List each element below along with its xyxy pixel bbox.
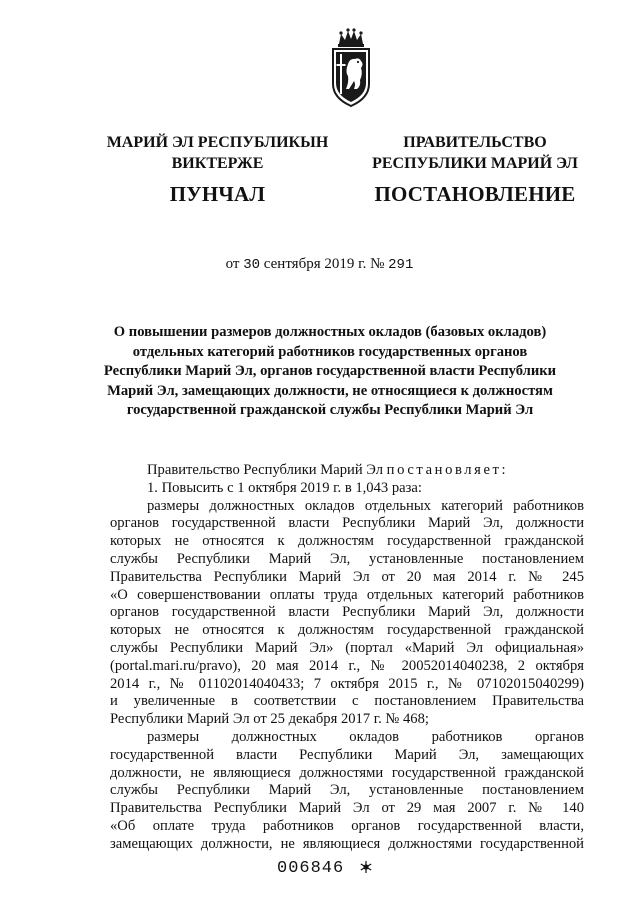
para2-line: службы Республики Марий Эл, установленные постановлением xyxy=(110,782,584,799)
para2-line: государственной власти Республики Марий Эл, замещающих xyxy=(110,746,584,763)
header-left-block xyxy=(100,132,335,207)
title-line: О повышении размеров должностных окладов (базовых окладов) xyxy=(113,324,547,340)
decree-number: 291 xyxy=(388,257,414,273)
para2-line: должности, не являющиеся должностями государственной гражданской xyxy=(110,764,584,781)
item-1: 1. Повысить с 1 октября 2019 г. в 1,043 раза: xyxy=(147,479,422,496)
title-line: Республики Марий Эл, органов государственной власти Республики xyxy=(103,363,557,379)
header-left-line2: ВИКТЕРЖЕ xyxy=(171,155,264,172)
para1-line: (portal.mari.ru/pravo), 20 мая 2014 г., № 20052014040238, 2 октября xyxy=(110,657,584,674)
header-right-line1: ПРАВИТЕЛЬСТВО xyxy=(403,134,547,151)
snowflake-mark-icon xyxy=(359,860,373,874)
title-line: Марий Эл, замещающих должности, не относящиеся к должностям xyxy=(107,382,553,399)
para1-line: органов государственной власти Республики Марий Эл, должности xyxy=(110,515,584,532)
para1-line: «О совершенствовании оплаты труда отдельных категорий работников xyxy=(110,586,584,603)
document-serial-number: 006846 xyxy=(277,859,345,878)
coat-of-arms-emblem xyxy=(330,26,372,108)
para1-line: Республики Марий Эл от 25 декабря 2017 г. № 468; xyxy=(110,711,429,728)
para2-line: замещающих должности, не являющиеся должностями государственной xyxy=(110,835,584,852)
para1-line: и увеличенные в соответствии с постановлением Правительства xyxy=(110,693,584,710)
title-line: государственной гражданской службы Республики Марий Эл xyxy=(126,402,534,418)
decree-body xyxy=(110,462,584,854)
para1-line: которых не относятся к должностям государственной гражданской xyxy=(110,622,584,639)
header-left-line1: МАРИЙ ЭЛ РЕСПУБЛИКЫН xyxy=(106,134,329,151)
date-day: 30 xyxy=(243,257,261,273)
para2-line: «Об оплате труда работников органов государственной власти, xyxy=(110,817,584,834)
para1-line: службы Республики Марий Эл, установленные постановлением xyxy=(110,550,584,567)
intro-text: Правительство Республики Марий Эл xyxy=(147,462,384,478)
header-right-line2: РЕСПУБЛИКИ МАРИЙ ЭЛ xyxy=(372,155,578,172)
title-line: отдельных категорий работников государственных органов xyxy=(132,343,528,360)
intro-line xyxy=(110,462,584,480)
number-sign: № xyxy=(370,256,385,272)
decree-title xyxy=(85,323,575,421)
para2-line: размеры должностных окладов работников органов xyxy=(147,728,584,745)
para1-line: службы Республики Марий Эл» (портал «Марий Эл официальная» xyxy=(110,639,584,656)
para1-line: 2014 г., № 01102014040433; 7 октября 2015 г., № 07102015040299) xyxy=(110,675,584,692)
para1-line: Правительства Республики Марий Эл от 20 мая 2014 г. № 245 xyxy=(110,568,584,585)
decree-date-line xyxy=(0,256,639,273)
para1-line: органов государственной власти Республики Марий Эл, должности xyxy=(110,604,584,621)
header-left-doc-type: ПУНЧАЛ xyxy=(169,182,266,206)
para1-line: размеры должностных окладов отдельных категорий работников xyxy=(147,497,584,514)
para2-line: Правительства Республики Марий Эл от 29 мая 2007 г. № 140 xyxy=(110,800,584,817)
date-prefix: от xyxy=(225,256,240,272)
header-right-block xyxy=(360,132,590,207)
para1-line: которых не относятся к должностям государственной гражданской xyxy=(110,533,584,550)
date-month-year: сентября 2019 г. xyxy=(263,256,367,272)
header-right-doc-type: ПОСТАНОВЛЕНИЕ xyxy=(374,182,576,206)
decree-word: постановляет: xyxy=(386,462,509,478)
